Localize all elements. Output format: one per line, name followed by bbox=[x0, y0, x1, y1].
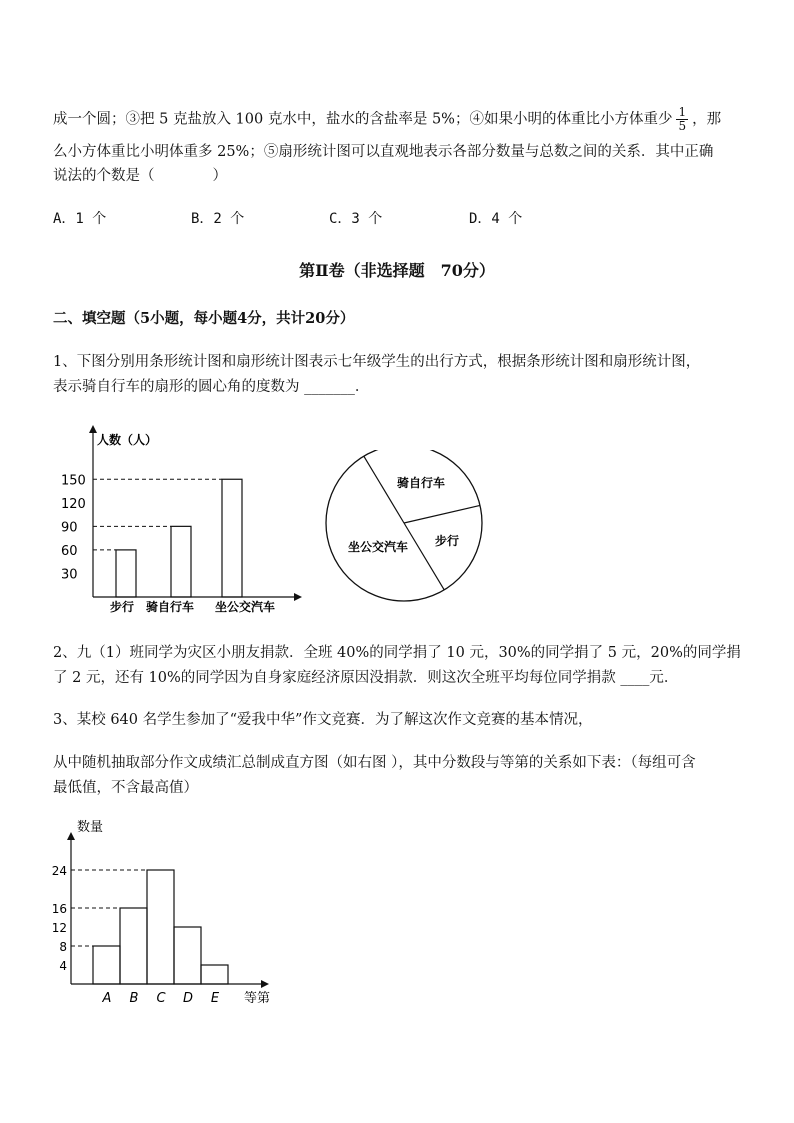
histogram-bar bbox=[201, 965, 228, 984]
travel-bar-chart bbox=[50, 415, 310, 620]
q1-line-1: 1、下图分别用条形统计图和扇形统计图表示七年级学生的出行方式，根据条形统计图和扇形统计图， bbox=[53, 354, 701, 370]
x-tick-label: B bbox=[129, 991, 139, 1006]
paragraph-line-2: 么小方体重比小明体重多 25%；⑤扇形统计图可以直观地表示各部分数量与总数之间的关系．其中正确 bbox=[53, 144, 714, 160]
pie-circle bbox=[326, 450, 482, 601]
paragraph-line-1 bbox=[53, 106, 721, 133]
option-d: D．4 个 bbox=[469, 211, 523, 227]
travel-pie-chart bbox=[320, 450, 490, 610]
q2-answer-blank[interactable]: ____ bbox=[620, 670, 650, 686]
q3-line-2: 从中随机抽取部分作文成绩汇总制成直方图（如右图 ），其中分数段与等第的关系如下表：（每组可含 bbox=[53, 755, 696, 771]
y-axis-arrow bbox=[89, 425, 97, 433]
y-tick-label: 150 bbox=[61, 473, 86, 489]
y-tick-label: 90 bbox=[61, 520, 78, 536]
q2-line-2 bbox=[53, 668, 678, 688]
y-tick-label: 4 bbox=[59, 959, 67, 973]
x-tick-label: 坐公交汽车 bbox=[214, 600, 276, 614]
fraction-denominator: 5 bbox=[678, 119, 687, 133]
y-axis-arrow bbox=[67, 832, 75, 840]
q1-text-end: ． bbox=[354, 379, 370, 395]
q2-text-end: 元． bbox=[649, 670, 679, 686]
part-heading: 第Ⅱ卷（非选择题 70分） bbox=[299, 261, 495, 280]
q3-line-1: 3、某校 640 名学生参加了“爱我中华”作文竞赛．为了解这次作文竞赛的基本情况， bbox=[53, 712, 593, 728]
q3-line-3: 最低值，不含最高值） bbox=[53, 780, 198, 796]
y-tick-label: 24 bbox=[51, 864, 67, 878]
options-row bbox=[53, 209, 522, 229]
x-tick-label: 步行 bbox=[109, 600, 135, 614]
x-tick-label: 骑自行车 bbox=[145, 600, 195, 614]
option-b: B．2 个 bbox=[191, 211, 245, 227]
y-tick-label: 16 bbox=[51, 902, 67, 916]
x-axis-arrow bbox=[294, 593, 302, 601]
pie-slice-edge bbox=[404, 505, 480, 523]
x-tick-label: D bbox=[182, 991, 194, 1006]
x-tick-label: C bbox=[156, 991, 166, 1006]
x-tick-label: A bbox=[102, 991, 112, 1006]
q1-line-2 bbox=[53, 377, 369, 397]
paragraph-line-3: 说法的个数是（ ） bbox=[53, 168, 227, 184]
bar bbox=[222, 479, 242, 597]
option-a: A．1 个 bbox=[53, 211, 107, 227]
y-tick-label: 120 bbox=[61, 496, 86, 512]
pie-slice-label: 骑自行车 bbox=[396, 476, 446, 490]
y-axis-label: 数量 bbox=[77, 820, 104, 835]
x-tick-label: E bbox=[210, 991, 220, 1006]
q2-text: 了 2 元，还有 10%的同学因为自身家庭经济原因没捐款．则这次全班平均每位同学捐款 bbox=[53, 670, 616, 686]
y-tick-label: 12 bbox=[51, 921, 67, 935]
histogram-bar bbox=[174, 927, 201, 984]
grade-histogram bbox=[45, 812, 285, 1012]
histogram-bar bbox=[93, 946, 120, 984]
y-tick-label: 60 bbox=[61, 543, 78, 559]
section-title: 二、填空题（5小题，每小题4分，共计20分） bbox=[53, 310, 355, 327]
q1-answer-blank[interactable]: _______ bbox=[304, 379, 355, 395]
fraction-numerator: 1 bbox=[678, 105, 687, 119]
fraction bbox=[676, 106, 688, 133]
y-tick-label: 8 bbox=[59, 940, 67, 954]
paragraph-text: 成一个圆；③把 5 克盐放入 100 克水中，盐水的含盐率是 5%；④如果小明的体重比小方体重少 bbox=[53, 111, 673, 128]
x-axis-label: 等第 bbox=[244, 991, 271, 1006]
option-c: C．3 个 bbox=[329, 211, 383, 227]
q2-line-1: 2、九（1）班同学为灾区小朋友捐款．全班 40%的同学捐了 10 元，30%的同学捐了 5 元，20%的同学捐 bbox=[53, 645, 741, 661]
q1-text: 表示骑自行车的扇形的圆心角的度数为 bbox=[53, 379, 300, 395]
x-axis-arrow bbox=[261, 980, 269, 988]
histogram-bar bbox=[120, 908, 147, 984]
y-tick-label: 30 bbox=[61, 567, 78, 583]
pie-slice-label: 坐公交汽车 bbox=[347, 540, 409, 554]
pie-slice-label: 步行 bbox=[434, 534, 460, 548]
paragraph-text: ，那 bbox=[692, 111, 722, 128]
bar bbox=[116, 550, 136, 597]
histogram-bar bbox=[147, 870, 174, 984]
y-axis-label: 人数（人） bbox=[97, 433, 158, 447]
bar bbox=[171, 526, 191, 597]
